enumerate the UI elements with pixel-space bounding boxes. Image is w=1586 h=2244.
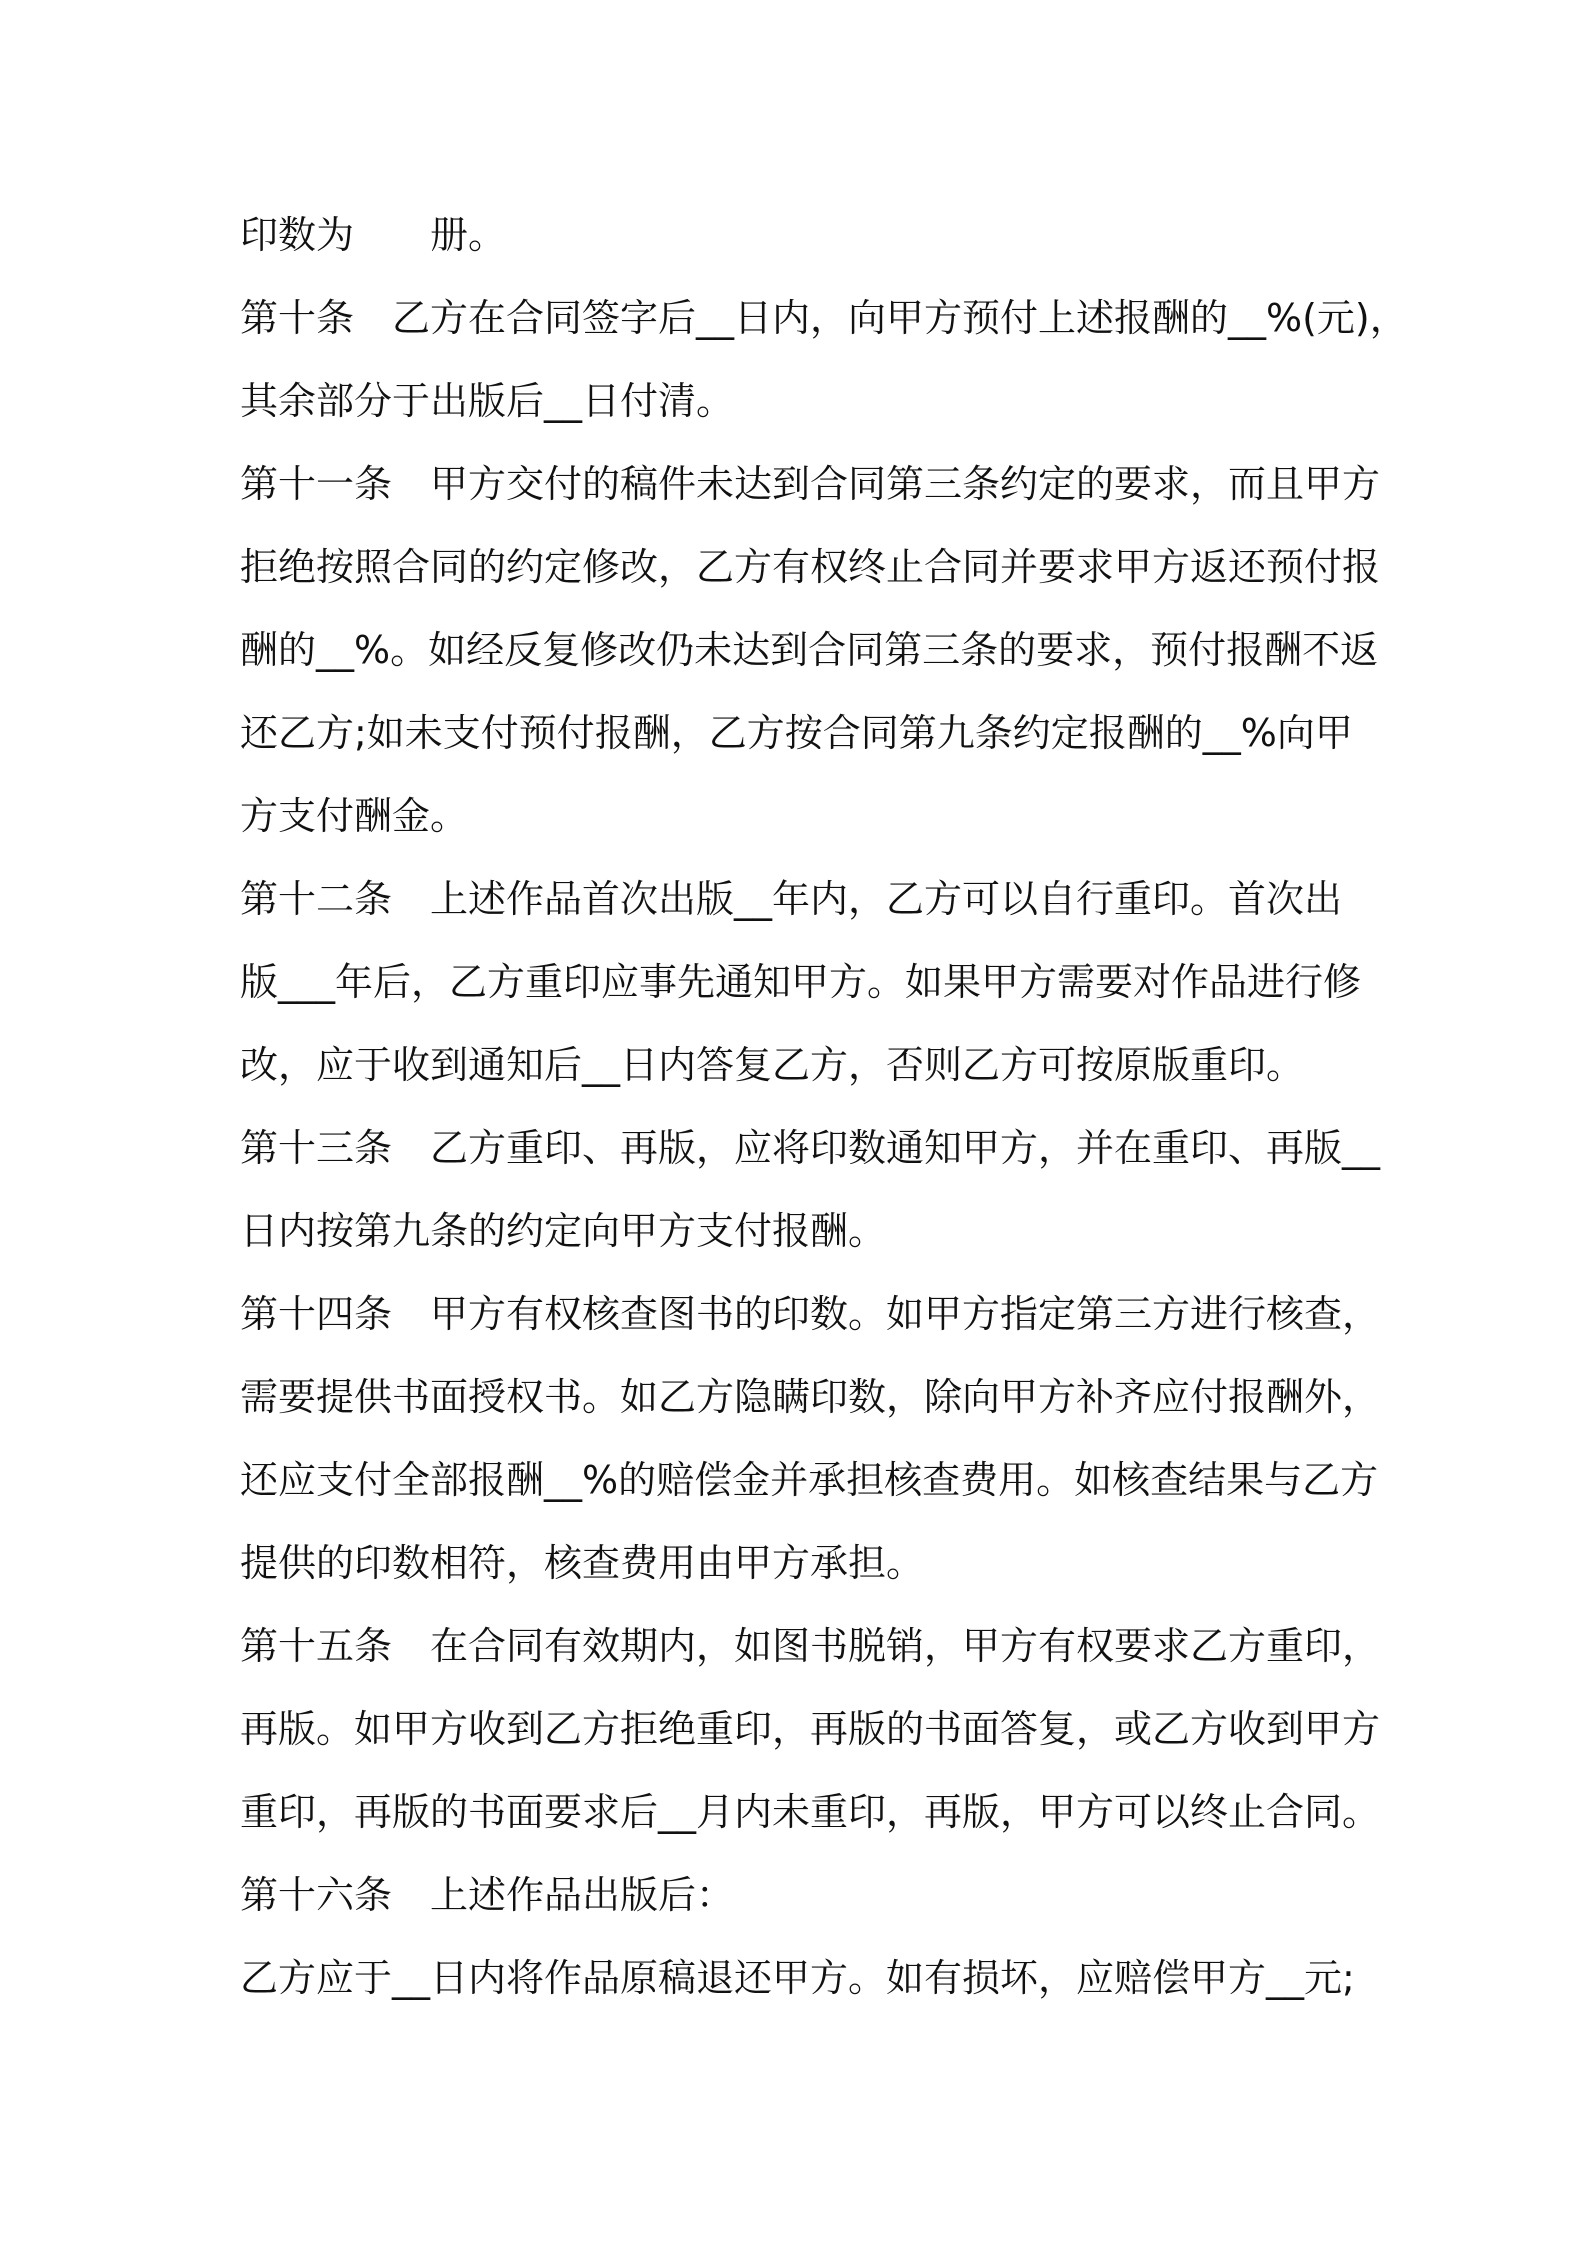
text-line: 酬的__%。如经反复修改仍未达到合同第三条的要求，预付报酬不返 xyxy=(240,628,1379,672)
text-line: 再版。如甲方收到乙方拒绝重印，再版的书面答复，或乙方收到甲方 xyxy=(240,1707,1381,1751)
text-line: 重印，再版的书面要求后__月内未重印，再版，甲方可以终止合同。 xyxy=(240,1790,1381,1834)
text-line: 需要提供书面授权书。如乙方隐瞒印数，除向甲方补齐应付报酬外， xyxy=(240,1375,1381,1419)
text-line: 第十四条 甲方有权核查图书的印数。如甲方指定第三方进行核查， xyxy=(240,1292,1381,1336)
text-line: 印数为 册。 xyxy=(240,213,507,257)
contract-text xyxy=(240,194,1408,2020)
text-line: 提供的印数相符，核查费用由甲方承担。 xyxy=(240,1541,925,1585)
text-line: 第十六条 上述作品出版后： xyxy=(240,1873,735,1917)
text-line: 还应支付全部报酬__%的赔偿金并承担核查费用。如核查结果与乙方 xyxy=(240,1458,1379,1502)
text-line: 第十一条 甲方交付的稿件未达到合同第三条约定的要求，而且甲方 xyxy=(240,462,1381,506)
text-line: 第十二条 上述作品首次出版__年内，乙方可以自行重印。首次出 xyxy=(240,877,1343,921)
text-line: 改，应于收到通知后__日内答复乙方，否则乙方可按原版重印。 xyxy=(240,1043,1305,1087)
text-line: 日内按第九条的约定向甲方支付报酬。 xyxy=(240,1209,887,1253)
text-line: 拒绝按照合同的约定修改，乙方有权终止合同并要求甲方返还预付报 xyxy=(240,545,1381,589)
text-line: 第十五条 在合同有效期内，如图书脱销，甲方有权要求乙方重印， xyxy=(240,1624,1381,1668)
text-line: 方支付酬金。 xyxy=(240,794,469,838)
text-line: 第十条 乙方在合同签字后__日内，向甲方预付上述报酬的__%(元)， xyxy=(240,296,1408,340)
text-line: 版___年后，乙方重印应事先通知甲方。如果甲方需要对作品进行修 xyxy=(240,960,1362,1004)
text-line: 乙方应于__日内将作品原稿退还甲方。如有损坏，应赔偿甲方__元; xyxy=(240,1956,1355,2000)
text-line: 其余部分于出版后__日付清。 xyxy=(240,379,735,423)
text-line: 第十三条 乙方重印、再版，应将印数通知甲方，并在重印、再版__ xyxy=(240,1126,1381,1170)
text-line: 还乙方;如未支付预付报酬，乙方按合同第九条约定报酬的__%向甲 xyxy=(240,711,1353,755)
